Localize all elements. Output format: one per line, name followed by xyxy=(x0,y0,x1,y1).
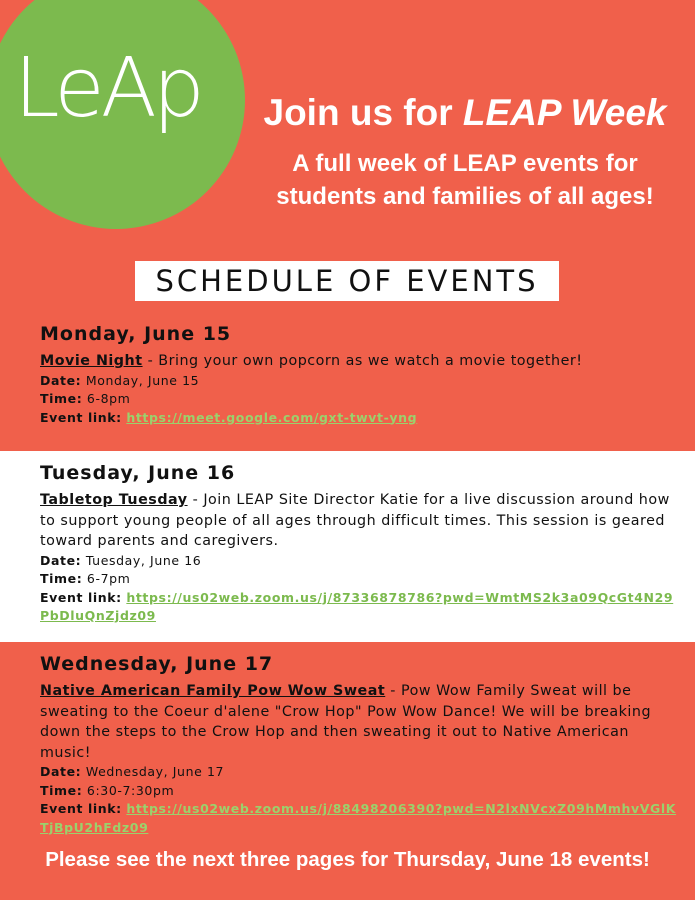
page-title: Join us for LEAP Week xyxy=(263,92,667,133)
day-section-tuesday xyxy=(40,462,680,626)
event-link[interactable]: https://us02web.zoom.us/j/88498206390?pwd=N2lxNVcxZ09hMmhvVGlKTjBpU2hFdz09 xyxy=(40,801,677,835)
event-link[interactable]: https://us02web.zoom.us/j/87336878786?pwd=WmtMS2k3a09QcGt4N29PbDluQnZjdz09 xyxy=(40,589,674,623)
event-date: Date: Tuesday, June 16 xyxy=(40,552,202,568)
event-link[interactable]: https://meet.google.com/gxt-twvt-yng xyxy=(126,409,418,425)
title-emphasis: LEAP Week xyxy=(462,92,667,133)
event-link-row: Event link: https://meet.google.com/gxt-twvt-yng xyxy=(40,409,418,425)
day-section-monday xyxy=(40,323,680,427)
event-date: Date: Wednesday, June 17 xyxy=(40,764,225,779)
event-time: Time: 6-8pm xyxy=(40,391,131,406)
event-link-row: Event link: https://us02web.zoom.us/j/87336878786?pwd=WmtMS2k3a09QcGt4N29PbDluQnZjdz09 xyxy=(40,589,674,623)
event-description: Native American Family Pow Wow Sweat - Pow Wow Family Sweat will be sweating to the Coeur d'alene "Crow Hop" Pow Wow Dance! We will be breaking down the steps to the Crow Hop and then sweating it out to Native American music! xyxy=(40,683,652,761)
day-section-wednesday xyxy=(40,653,680,837)
event-link-row: Event link: https://us02web.zoom.us/j/88498206390?pwd=N2lxNVcxZ09hMmhvVGlKTjBpU2hFdz09 xyxy=(40,801,677,835)
event-date: Date: Monday, June 15 xyxy=(40,372,200,388)
event-description: Movie Night - Bring your own popcorn as we watch a movie together! xyxy=(40,353,583,369)
page-subtitle: A full week of LEAP events for students and families of all ages! xyxy=(276,150,654,210)
schedule-heading: SCHEDULE OF EVENTS xyxy=(135,261,559,301)
event-description: Tabletop Tuesday - Join LEAP Site Director Katie for a live discussion around how to support young people of all ages through difficult times. This session is geared toward parents and caregivers. xyxy=(40,492,670,549)
event-title: Native American Family Pow Wow Sweat xyxy=(40,683,386,699)
event-time: Time: 6:30-7:30pm xyxy=(40,782,175,798)
event-time: Time: 6-7pm xyxy=(40,571,131,586)
day-heading: Tuesday, June 16 xyxy=(40,462,236,484)
event-title: Movie Night xyxy=(40,353,143,369)
leap-logo: LeAp xyxy=(14,41,201,136)
day-heading: Wednesday, June 17 xyxy=(40,653,274,675)
event-title: Tabletop Tuesday xyxy=(40,492,188,508)
day-heading: Monday, June 15 xyxy=(40,323,232,345)
footer-note: Please see the next three pages for Thursday, June 18 events! xyxy=(45,848,650,871)
